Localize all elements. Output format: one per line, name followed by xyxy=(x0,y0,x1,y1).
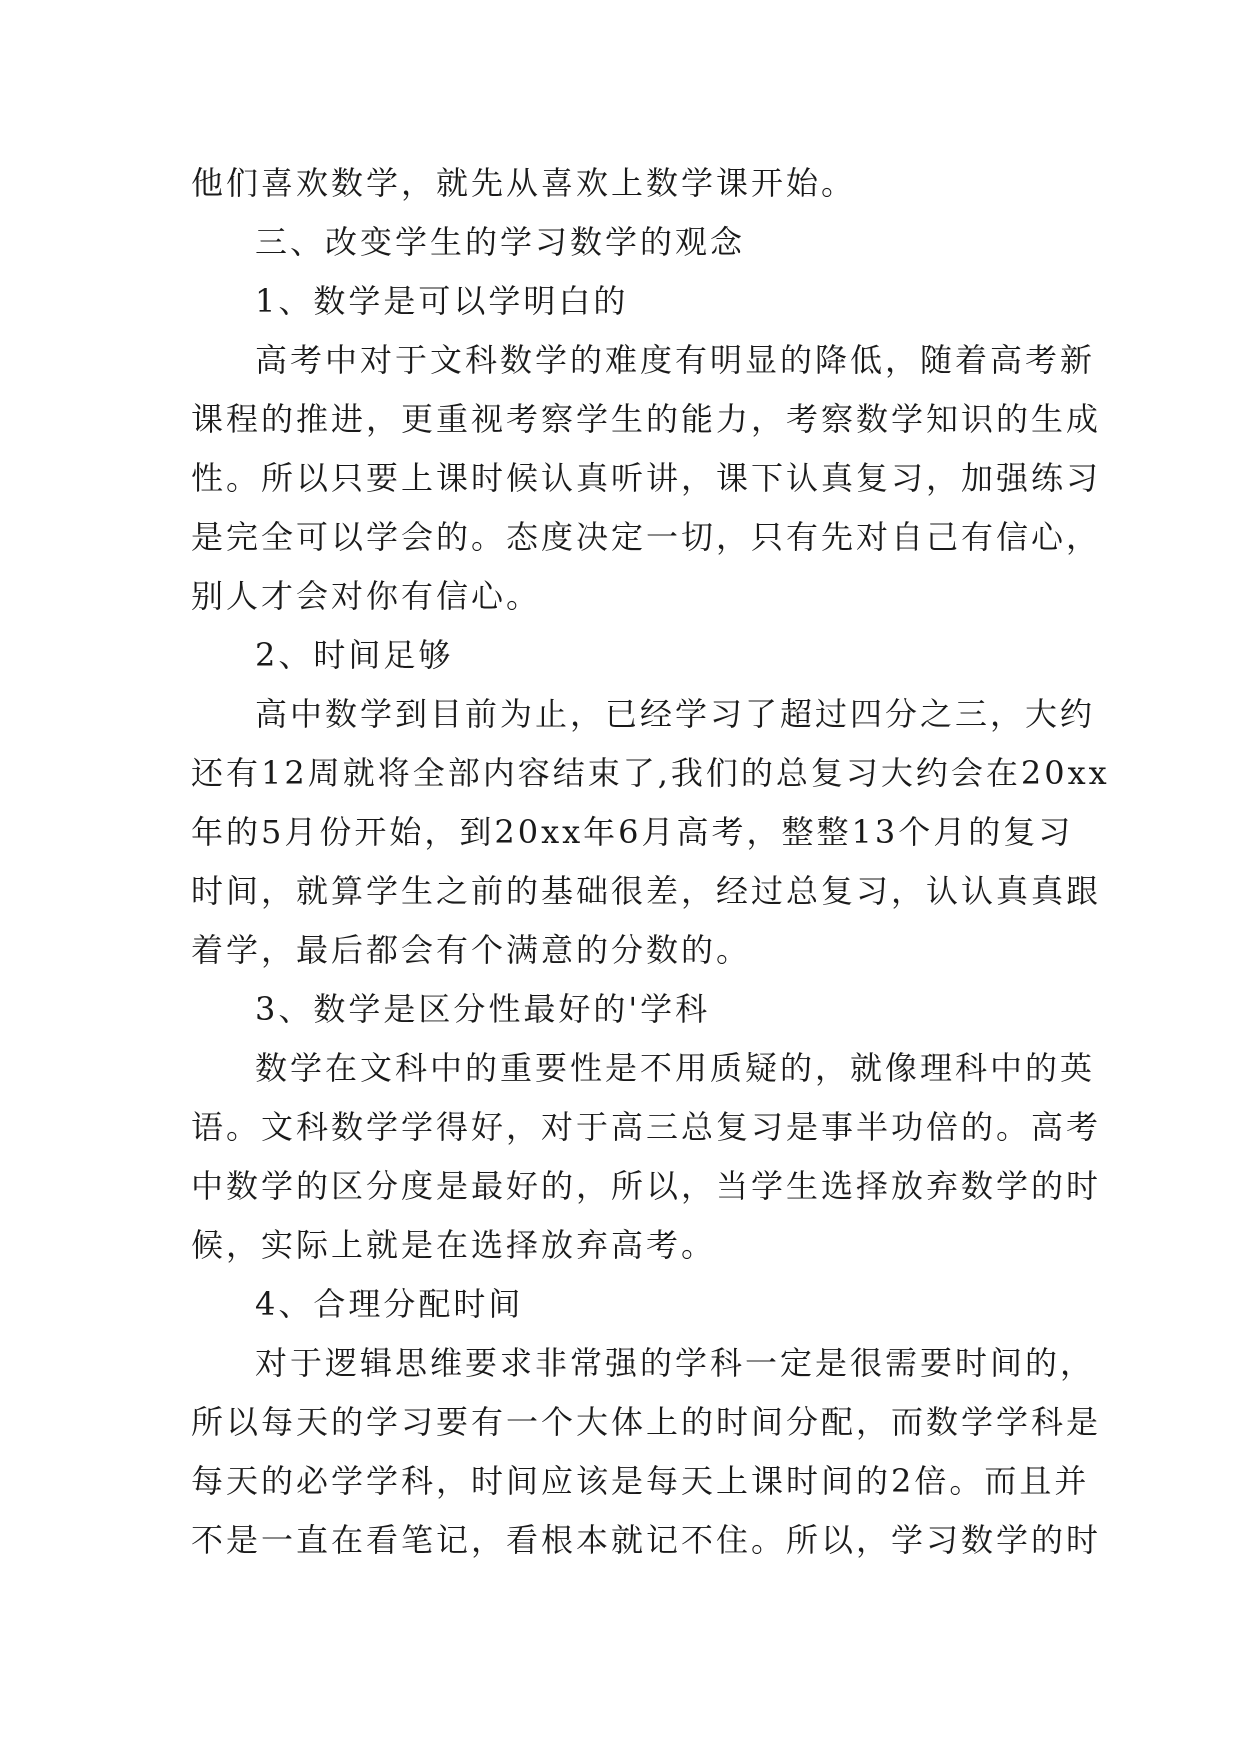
text-line: 他们喜欢数学，就先从喜欢上数学课开始。 xyxy=(191,164,857,202)
text-line: 高考中对于文科数学的难度有明显的降低，随着高考新 xyxy=(255,341,1096,379)
text-line: 对于逻辑思维要求非常强的学科一定是很需要时间的， xyxy=(255,1344,1096,1382)
text-line: 别人才会对你有信心。 xyxy=(191,577,542,615)
text-line: 课程的推进，更重视考察学生的能力，考察数学知识的生成 xyxy=(191,400,1102,438)
text-line: 性。所以只要上课时候认真听讲，课下认真复习，加强练习 xyxy=(191,459,1102,497)
text-line: 不是一直在看笔记，看根本就记不住。所以，学习数学的时 xyxy=(191,1521,1102,1559)
text-line: 数学在文科中的重要性是不用质疑的，就像理科中的英 xyxy=(255,1049,1096,1087)
subsection-heading: 2、时间足够 xyxy=(255,636,454,674)
subsection-heading: 4、合理分配时间 xyxy=(255,1285,524,1323)
text-line: 着学，最后都会有个满意的分数的。 xyxy=(191,931,752,969)
text-line: 每天的必学学科，时间应该是每天上课时间的2倍。而且并 xyxy=(191,1462,1090,1500)
subsection-heading: 3、数学是区分性最好的'学科 xyxy=(255,990,711,1028)
text-line: 年的5月份开始，到20xx年6月高考，整整13个月的复习 xyxy=(191,813,1074,851)
text-line: 候，实际上就是在选择放弃高考。 xyxy=(191,1226,717,1264)
subsection-heading: 1、数学是可以学明白的 xyxy=(255,282,629,320)
text-line: 是完全可以学会的。态度决定一切，只有先对自己有信心， xyxy=(191,518,1102,556)
document-body xyxy=(191,154,1110,1570)
text-line: 还有12周就将全部内容结束了,我们的总复习大约会在20xx xyxy=(191,754,1110,792)
section-heading: 三、改变学生的学习数学的观念 xyxy=(255,223,746,261)
text-line: 时间，就算学生之前的基础很差，经过总复习，认认真真跟 xyxy=(191,872,1102,910)
text-line: 高中数学到目前为止，已经学习了超过四分之三，大约 xyxy=(255,695,1096,733)
text-line: 中数学的区分度是最好的，所以，当学生选择放弃数学的时 xyxy=(191,1167,1102,1205)
text-line: 所以每天的学习要有一个大体上的时间分配，而数学学科是 xyxy=(191,1403,1102,1441)
text-line: 语。文科数学学得好，对于高三总复习是事半功倍的。高考 xyxy=(191,1108,1102,1146)
